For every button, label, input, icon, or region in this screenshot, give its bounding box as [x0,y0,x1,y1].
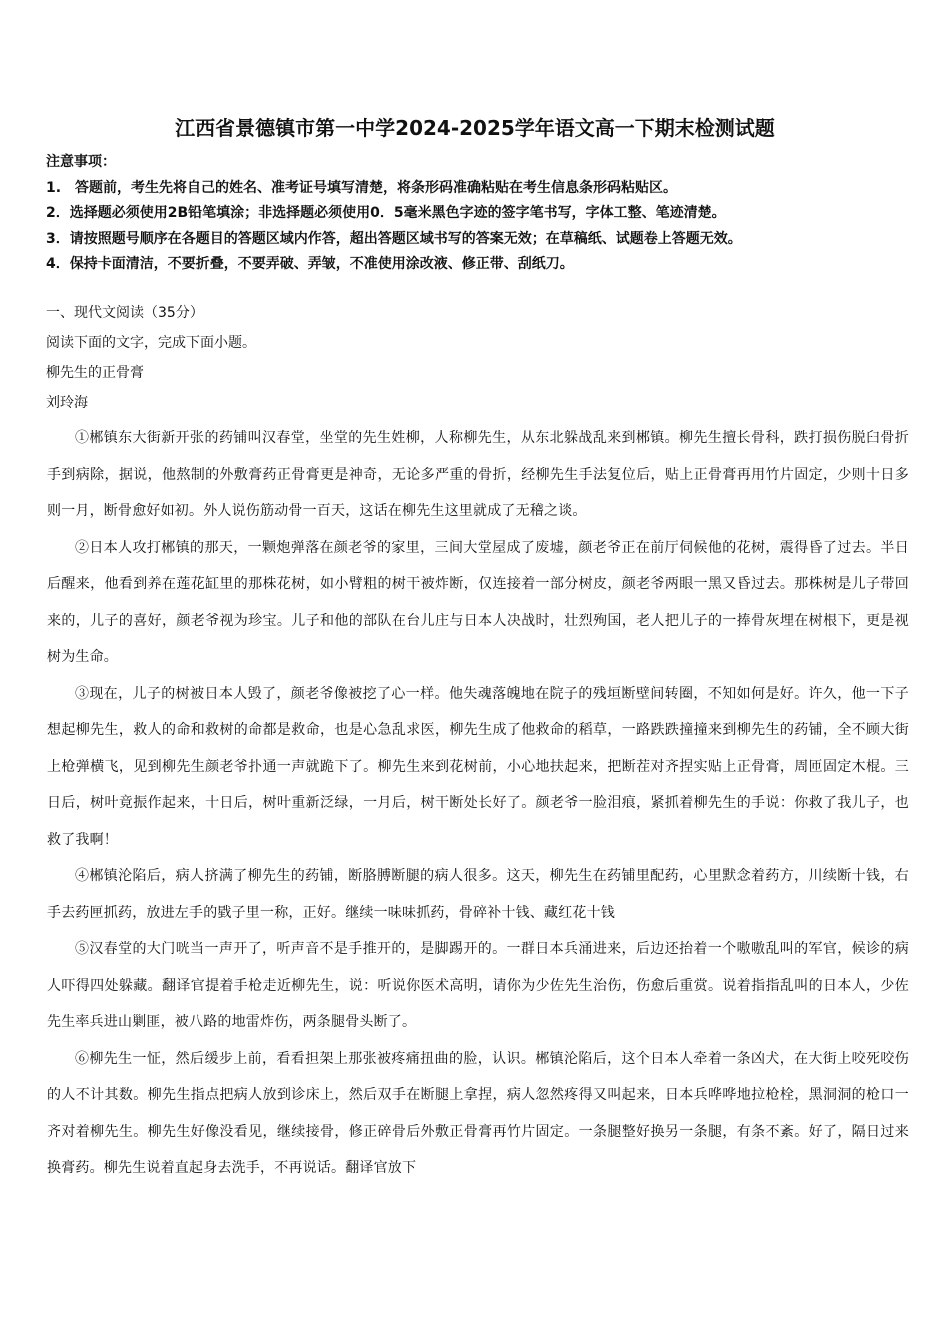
notice-block [46,150,916,278]
notice-item: 1. 答题前，考生先将自己的姓名、准考证号填写清楚，将条形码准确粘贴在考生信息条形码粘贴区。 [46,179,678,196]
notice-heading: 注意事项： [46,154,116,170]
paragraph-4: ④郴镇沦陷后，病人挤满了柳先生的药铺，断胳膊断腿的病人很多。这天，柳先生在药铺里配药，心里默念着药方，川续断十钱，右手去药匣抓药，放进左手的戥子里一称，正好。继续一味味抓药，骨碎补十钱、藏红花十钱 [47,868,909,921]
reading-section [46,298,916,418]
notice-item: 4．保持卡面清洁，不要折叠，不要弄破、弄皱，不准使用涂改液、修正带、刮纸刀。 [46,256,574,272]
paragraph-3: ③现在，儿子的树被日本人毁了，颜老爷像被挖了心一样。他失魂落魄地在院子的残垣断壁间转圈，不知如何是好。许久，他一下子想起柳先生，救人的命和救树的命都是救命，也是心急乱求医，柳先生成了他救命的稻草，一路跌跌撞撞来到柳先生的药铺，全不顾大街上枪弹横飞，见到柳先生颜老爷扑通一声就跪下了。柳先生来到花树前，小心地扶起来，把断茬对齐捏实贴上正骨膏，周匝固定木棍。三日后，树叶竟振作起来，十日后，树叶重新泛绿，一月后，树干断处长好了。颜老爷一脸泪痕，紧抓着柳先生的手说：你救了我儿子，也救了我啊！ [47,685,909,848]
paragraph-2: ②日本人攻打郴镇的那天，一颗炮弹落在颜老爷的家里，三间大堂屋成了废墟，颜老爷正在前厅伺候他的花树，震得昏了过去。半日后醒来，他看到养在莲花缸里的那株花树，如小臂粗的树干被炸断，仅连接着一部分树皮，颜老爷两眼一黑又昏过去。那株树是儿子带回来的，儿子的喜好，颜老爷视为珍宝。儿子和他的部队在台儿庄与日本人决战时，壮烈殉国，老人把儿子的一捧骨灰埋在树根下，更是视树为生命。 [47,539,909,665]
section-instruction: 阅读下面的文字，完成下面小题。 [46,335,256,351]
exam-title: 江西省景德镇市第一中学2024-2025学年语文高一下期末检测试题 [175,116,775,140]
paragraph-5: ⑤汉春堂的大门咣当一声开了，听声音不是手推开的，是脚踢开的。一群日本兵涌进来，后边还抬着一个嗷嗷乱叫的军官，候诊的病人吓得四处躲藏。翻译官提着手枪走近柳先生，说：听说你医术高明，请你为少佐先生治伤，伤愈后重赏。说着指指乱叫的日本人，少佐先生率兵进山剿匪，被八路的地雷炸伤，两条腿骨头断了。 [47,941,909,1030]
paragraph-6: ⑥柳先生一怔，然后缓步上前，看看担架上那张被疼痛扭曲的脸，认识。郴镇沦陷后，这个日本人牵着一条凶犬，在大街上咬死咬伤的人不计其数。柳先生指点把病人放到诊床上，然后双手在断腿上拿捏，病人忽然疼得又叫起来，日本兵哗哗地拉枪栓，黑洞洞的枪口一齐对着柳先生。柳先生好像没看见，继续接骨，修正碎骨后外敷正骨膏再竹片固定。一条腿整好换另一条腿，有条不紊。好了，隔日过来换膏药。柳先生说着直起身去洗手，不再说话。翻译官放下 [47,1050,909,1176]
notice-item: 2．选择题必须使用2B铅笔填涂；非选择题必须使用0．5毫米黑色字迹的签字笔书写，字体工整、笔迹清楚。 [46,205,726,221]
story-author: 刘玲海 [46,395,88,411]
paragraph-1: ①郴镇东大街新开张的药铺叫汉春堂，坐堂的先生姓柳，人称柳先生，从东北躲战乱来到郴镇。柳先生擅长骨科，跌打损伤脱臼骨折手到病除，据说，他熬制的外敷膏药正骨膏更是神奇，无论多严重的骨折，经柳先生手法复位后，贴上正骨膏再用竹片固定，少则十日多则一月，断骨愈好如初。外人说伤筋动骨一百天，这话在柳先生这里就成了无稽之谈。 [47,430,909,519]
section-heading: 一、现代文阅读（35分） [46,305,204,321]
notice-item: 3．请按照题号顺序在各题目的答题区域内作答，超出答题区域书写的答案无效；在草稿纸、试题卷上答题无效。 [46,230,742,247]
story-body [47,420,909,1187]
story-title: 柳先生的正骨膏 [46,365,144,381]
